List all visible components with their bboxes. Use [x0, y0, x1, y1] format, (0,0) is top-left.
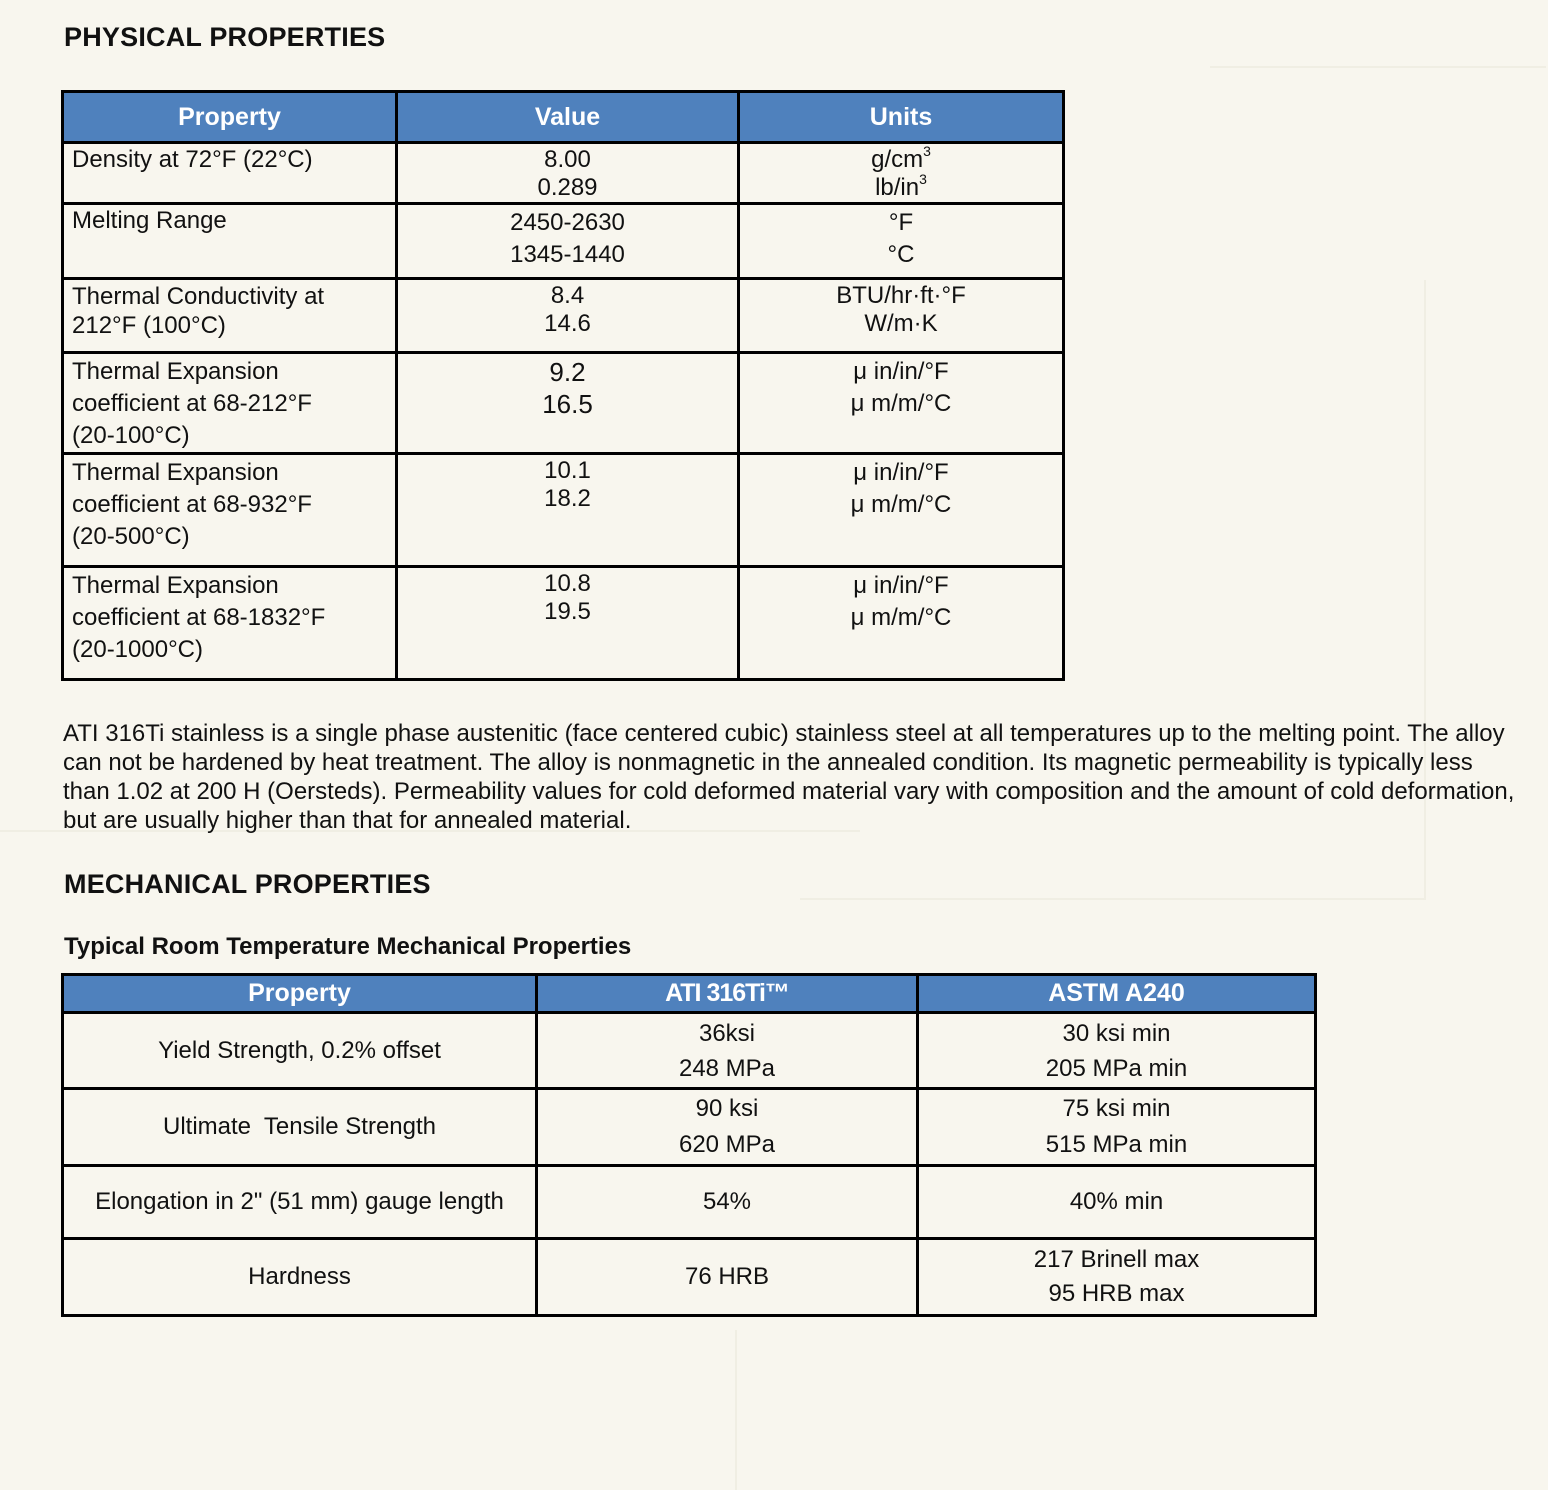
astm-value-cell: 40% min — [918, 1166, 1316, 1239]
value-cell: 8.00 0.289 — [397, 143, 739, 204]
units-cell: μ in/in/°F μ m/m/°C — [739, 567, 1064, 680]
table-row — [63, 454, 1064, 567]
ati-value-cell: 76 HRB — [537, 1239, 918, 1316]
table-row — [63, 1166, 1316, 1239]
property-cell: Thermal Expansion coefficient at 68-1832°F (20-1000°C) — [63, 567, 397, 680]
property-cell: Density at 72°F (22°C) — [63, 143, 397, 204]
table-header-row — [63, 975, 1316, 1013]
ati-value-cell: 54% — [537, 1166, 918, 1239]
value-cell: 10.1 18.2 — [397, 454, 739, 567]
table-row — [63, 143, 1064, 204]
mechanical-properties-subtitle: Typical Room Temperature Mechanical Properties — [64, 933, 632, 960]
units-cell: °F °C — [739, 204, 1064, 279]
property-cell: Hardness — [63, 1239, 537, 1316]
column-header-units: Units — [739, 92, 1064, 143]
column-header-astm-a240: ASTM A240 — [918, 975, 1316, 1013]
astm-value-cell: 30 ksi min 205 MPa min — [918, 1013, 1316, 1089]
property-cell: Ultimate Tensile Strength — [63, 1089, 537, 1166]
table-row — [63, 204, 1064, 279]
physical-properties-table — [61, 90, 1065, 681]
value-cell: 10.8 19.5 — [397, 567, 739, 680]
column-header-ati-316ti: ATI 316Ti™ — [537, 975, 918, 1013]
property-cell: Thermal Conductivity at 212°F (100°C) — [63, 279, 397, 353]
property-cell: Thermal Expansion coefficient at 68-932°F (20-500°C) — [63, 454, 397, 567]
mechanical-properties-table — [61, 973, 1317, 1317]
table-header-row — [63, 92, 1064, 143]
table-row — [63, 279, 1064, 353]
table-row — [63, 1089, 1316, 1166]
value-cell: 9.2 16.5 — [397, 353, 739, 454]
astm-value-cell: 217 Brinell max 95 HRB max — [918, 1239, 1316, 1316]
units-cell: μ in/in/°F μ m/m/°C — [739, 454, 1064, 567]
astm-value-cell: 75 ksi min 515 MPa min — [918, 1089, 1316, 1166]
column-header-property: Property — [63, 975, 537, 1013]
table-row — [63, 567, 1064, 680]
property-cell: Yield Strength, 0.2% offset — [63, 1013, 537, 1089]
magnetic-properties-paragraph: ATI 316Ti stainless is a single phase austenitic (face centered cubic) stainless steel at all temperatures up to the melting point. The alloy can not be hardened by heat treatment. The alloy is nonmagnetic in the annealed condition. Its magnetic permeability is typically less than 1.02 at 200 H (Oersteds). Permeability values for cold deformed material vary with composition and the amount of cold deformation, but are usually higher than that for annealed material. — [63, 720, 1515, 834]
physical-properties-heading: PHYSICAL PROPERTIES — [64, 22, 386, 52]
table-row — [63, 353, 1064, 454]
value-cell: 2450-2630 1345-1440 — [397, 204, 739, 279]
mechanical-properties-heading: MECHANICAL PROPERTIES — [64, 869, 431, 899]
column-header-value: Value — [397, 92, 739, 143]
units-cell: $g/cm^3$ $lb/in^3$ — [739, 143, 1064, 204]
units-cell: BTU/hr·ft·°F W/m·K — [739, 279, 1064, 353]
column-header-property: Property — [63, 92, 397, 143]
units-cell: μ in/in/°F μ m/m/°C — [739, 353, 1064, 454]
property-cell: Thermal Expansion coefficient at 68-212°F (20-100°C) — [63, 353, 397, 454]
property-cell: Elongation in 2" (51 mm) gauge length — [63, 1166, 537, 1239]
table-row — [63, 1013, 1316, 1089]
ati-value-cell: 36ksi 248 MPa — [537, 1013, 918, 1089]
property-cell: Melting Range — [63, 204, 397, 279]
ati-value-cell: 90 ksi 620 MPa — [537, 1089, 918, 1166]
value-cell: 8.4 14.6 — [397, 279, 739, 353]
table-row — [63, 1239, 1316, 1316]
